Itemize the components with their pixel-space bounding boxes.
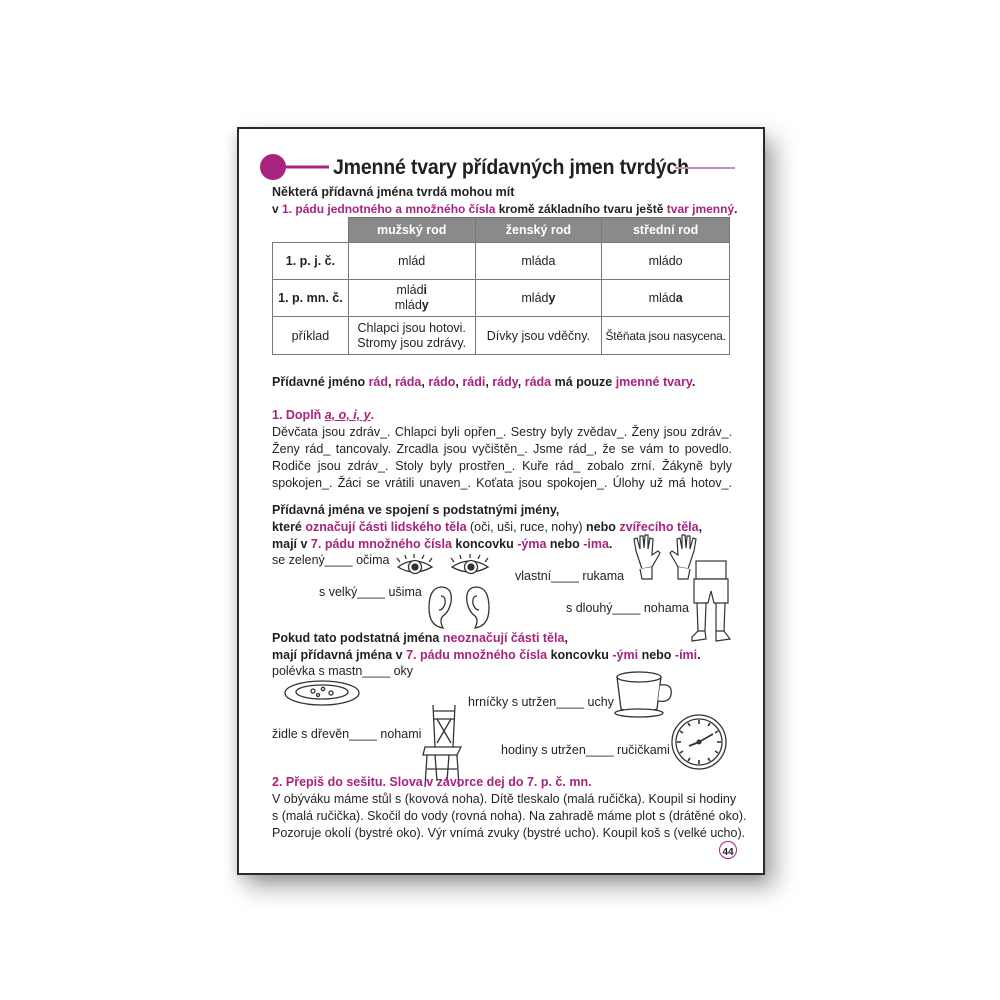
soup-bowl-icon — [283, 679, 361, 709]
item-cups: hrníčky s utržen____ uchy — [468, 695, 614, 709]
rad-rule: Přídavné jméno rád, ráda, rádo, rádi, rády, ráda má pouze jmenné tvary. — [272, 375, 696, 389]
row-label-singular: 1. p. j. č. — [273, 243, 349, 280]
row-label-example: příklad — [273, 317, 349, 355]
legs-icon — [688, 559, 734, 645]
rule-body-parts-line-1: Přídavná jména ve spojení s podstatnými jmény, — [272, 503, 560, 517]
exercise-2-heading: 2. Přepiš do sešitu. Slova v závorce dej do 7. p. č. mn. — [272, 775, 592, 789]
rule-body-parts-line-3: mají v 7. pádu množného čísla koncovku -ýma nebo -ima. — [272, 537, 613, 551]
rule-body-parts-line-2: které označují části lidského těla (oči, uši, ruce, nohy) nebo zvířecího těla, — [272, 520, 703, 534]
item-hands: vlastní____ rukama — [515, 569, 625, 583]
exercise-1-heading: 1. Doplň a, o, i, y. — [272, 408, 375, 422]
exercise-1-line: Rodiče jsou zdráv_. Stoly byly prostřen_. Kuře rád_ zobalo zrní. Žákyně byly — [272, 459, 732, 473]
clock-icon — [669, 712, 729, 772]
item-ears: s velký____ ušima — [319, 585, 422, 599]
exercise-2-line: s (malá ručička). Skočil do vody (rovná noha). Na zahradě máme plot s (drátěné oko). — [272, 809, 747, 823]
exercise-2-line: Pozoruje okolí (bystré oko). Výr vnímá zvuky (bystré ucho). Koupil koš s (velké ucho). — [272, 826, 746, 840]
cell-plural-neuter: mláda — [602, 280, 730, 317]
eyes-icon — [394, 553, 494, 579]
header-feminine: ženský rod — [475, 218, 602, 243]
cell-plural-feminine: mlády — [475, 280, 602, 317]
rule-non-body-line-1: Pokud tato podstatná jména neoznačují části těla, — [272, 631, 568, 645]
item-eyes: se zelený____ očima — [272, 553, 390, 567]
cell-singular-masculine: mlád — [348, 243, 475, 280]
header-masculine: mužský rod — [348, 218, 475, 243]
row-label-plural: 1. p. mn. č. — [273, 280, 349, 317]
cup-icon — [613, 669, 675, 719]
cell-example-masculine: Chlapci jsou hotovi. Stromy jsou zdrávy. — [348, 317, 475, 355]
exercise-1-text — [272, 424, 732, 492]
exercise-1-line: Děvčata jsou zdráv_. Chlapci byli opřen_. Sestry byly zvědav_. Ženy jsou zdráv_. — [272, 425, 732, 439]
intro-line-1: Některá přídavná jména tvrdá mohou mít — [272, 185, 515, 199]
cell-plural-masculine: mládi mlády — [348, 280, 475, 317]
adjective-forms-table — [272, 217, 730, 355]
cell-singular-neuter: mládo — [602, 243, 730, 280]
header-neuter: střední rod — [602, 218, 730, 243]
exercise-1-line: Ženy rád_ tancovaly. Zrcadla jsou vyčištěn_. Jsme rád_, že se vám to povedlo. — [272, 442, 732, 456]
cell-example-feminine: Dívky jsou vděčny. — [475, 317, 602, 355]
rule-non-body-line-2: mají přídavná jména v 7. pádu množného čísla koncovku -ými nebo -ími. — [272, 648, 701, 662]
cell-singular-feminine: mláda — [475, 243, 602, 280]
page-title: Jmenné tvary přídavných jmen tvrdých — [333, 156, 689, 179]
title-bullet-icon — [259, 153, 329, 183]
item-bowl: polévka s mastn____ oky — [272, 664, 414, 678]
cell-example-neuter: Štěňata jsou nasycena. — [602, 317, 730, 355]
exercise-1-line: spokojen_. Žáci se vrátili unaven_. Koťata jsou spokojen_. Úlohy už má hotov_. — [272, 476, 732, 490]
ears-icon — [425, 584, 495, 630]
exercise-2-line: V obýváku máme stůl s (kovová noha). Dítě tleskalo (malá ručička). Koupil si hodiny — [272, 792, 737, 806]
item-legs: s dlouhý____ nohama — [566, 601, 690, 615]
page-number: 44 — [722, 847, 734, 858]
intro-line-2: v 1. pádu jednotného a množného čísla kromě základního tvaru ještě tvar jmenný. — [272, 202, 738, 216]
title-rule — [675, 166, 735, 170]
page-number-badge — [719, 841, 737, 859]
workbook-page — [237, 127, 765, 875]
item-chair: židle s dřevěn____ nohami — [272, 727, 422, 741]
item-clock: hodiny s utržen____ ručičkami — [501, 743, 670, 757]
exercise-2-text — [272, 791, 747, 842]
